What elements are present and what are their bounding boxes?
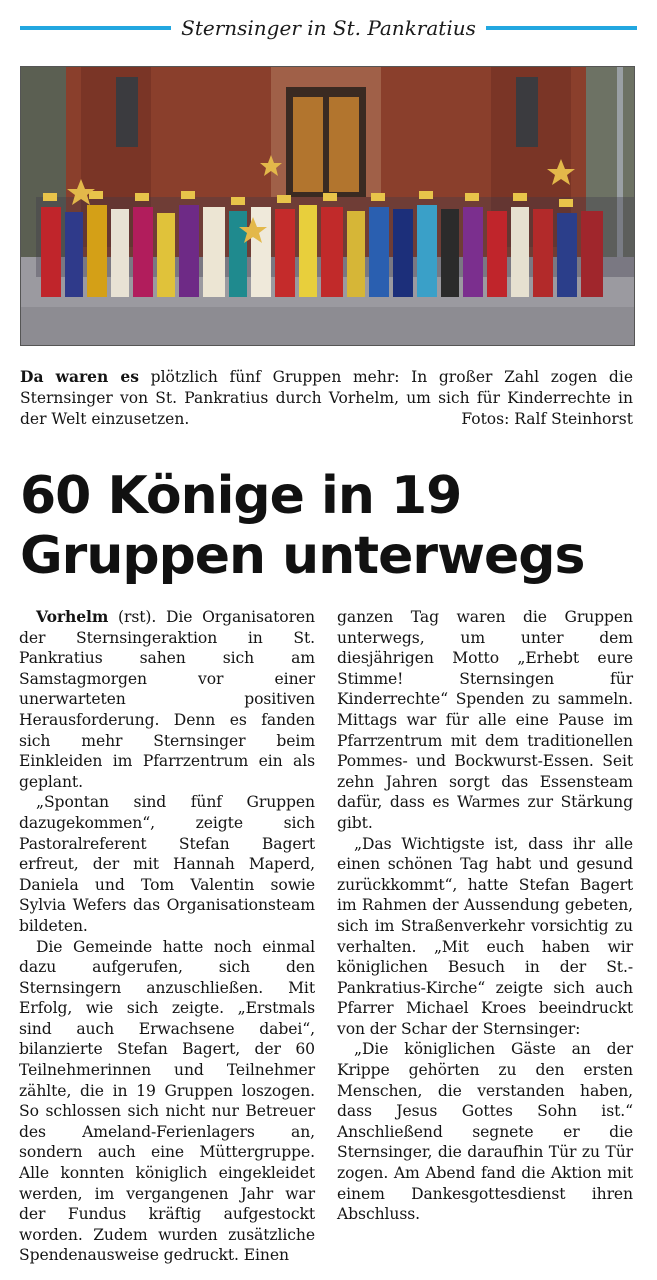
crowd-figures bbox=[36, 197, 634, 297]
photo-illustration bbox=[21, 67, 634, 345]
paragraph-text: (rst). Die Organisatoren der Sternsingeraktion in St. Pankratius sahen sich am Samstagmorgen vor einer unerwarteten positiven Herausforderung. Denn es fanden sich mehr Sternsinger beim Einkleiden im Pfarrzentrum ein als geplant. bbox=[19, 608, 315, 791]
article-column-left bbox=[19, 607, 315, 1266]
section-kicker bbox=[20, 12, 637, 44]
article-photo bbox=[20, 66, 635, 346]
caption-lead: Da waren es bbox=[20, 367, 139, 386]
kicker-label: Sternsinger in St. Pankratius bbox=[181, 16, 476, 40]
headline-line-2: Gruppen unterwegs bbox=[20, 526, 585, 586]
paragraph: „Die königlichen Gäste an der Krippe gehörten zu den ersten Menschen, die verstanden haben, dass Jesus Gottes Sohn ist.“ Anschließend segnete er die Sternsinger, die daraufhin Tür zu Tür zogen. Am Abend fand die Aktion mit einem Dankesgottesdienst ihren Abschluss. bbox=[337, 1040, 633, 1224]
photo-credit: Fotos: Ralf Steinhorst bbox=[461, 410, 633, 428]
paragraph: „Das Wichtigste ist, dass ihr alle einen schönen Tag habt und gesund zurückkommt“, hatte Stefan Bagert im Rahmen der Aussendung gebeten, sich im Straßenverkehr vorsichtig zu verhalten. „Mit euch haben wir königlichen Besuch in der St.-Pankratius-Kirche“ zeigte sich auch Pfarrer Michael Kroes beeindruckt von der Schar der Sternsinger: bbox=[337, 834, 633, 1038]
headline-line-1: 60 Könige in 19 bbox=[20, 466, 462, 526]
kicker-rule-left bbox=[20, 26, 171, 30]
article-headline bbox=[20, 466, 640, 586]
photo-caption bbox=[20, 366, 633, 430]
paragraph bbox=[19, 607, 315, 792]
kicker-rule-right bbox=[486, 26, 637, 30]
paragraph: ganzen Tag waren die Gruppen unterwegs, um unter dem diesjährigen Motto „Erhebt eure Stimme! Sternsingen für Kinderrechte“ Spenden zu sammeln. Mittags war für alle eine Pause im Pfarrzentrum mit dem traditionellen Pommes- und Bockwurst-Essen. Seit zehn Jahren sorgt das Essensteam dafür, dass es Warmes zur Stärkung gibt. bbox=[337, 608, 633, 832]
dateline: Vorhelm bbox=[36, 607, 109, 626]
article-column-right bbox=[337, 607, 633, 1225]
caption-text: plötzlich fünf Gruppen mehr: In großer Zahl zogen die Sternsinger von St. Pankratius durch Vorhelm, um sich für Kinderrechte in der Welt einzusetzen. bbox=[20, 368, 633, 428]
paragraph: Die Gemeinde hatte noch einmal dazu aufgerufen, sich den Sternsingern anzuschließen. Mit Erfolg, wie sich zeigte. „Erstmals sind auch Erwachsene dabei“, bilanzierte Stefan Bagert, der 60 Teilnehmerinnen und Teilnehmer zählte, die in 19 Gruppen loszogen. So schlossen sich nicht nur Betreuer des Ameland-Ferienlagers an, sondern auch eine Müttergruppe. Alle konnten königlich eingekleidet werden, im vergangenen Jahr war der Fundus kräftig aufgestockt worden. Zudem wurden zusätzliche Spendenausweise gedruckt. Einen bbox=[19, 937, 315, 1265]
paragraph: „Spontan sind fünf Gruppen dazugekommen“, zeigte sich Pastoralreferent Stefan Bagert erfreut, der mit Hannah Maperd, Daniela und Tom Valentin sowie Sylvia Wefers das Organisationsteam bildeten. bbox=[19, 793, 315, 935]
